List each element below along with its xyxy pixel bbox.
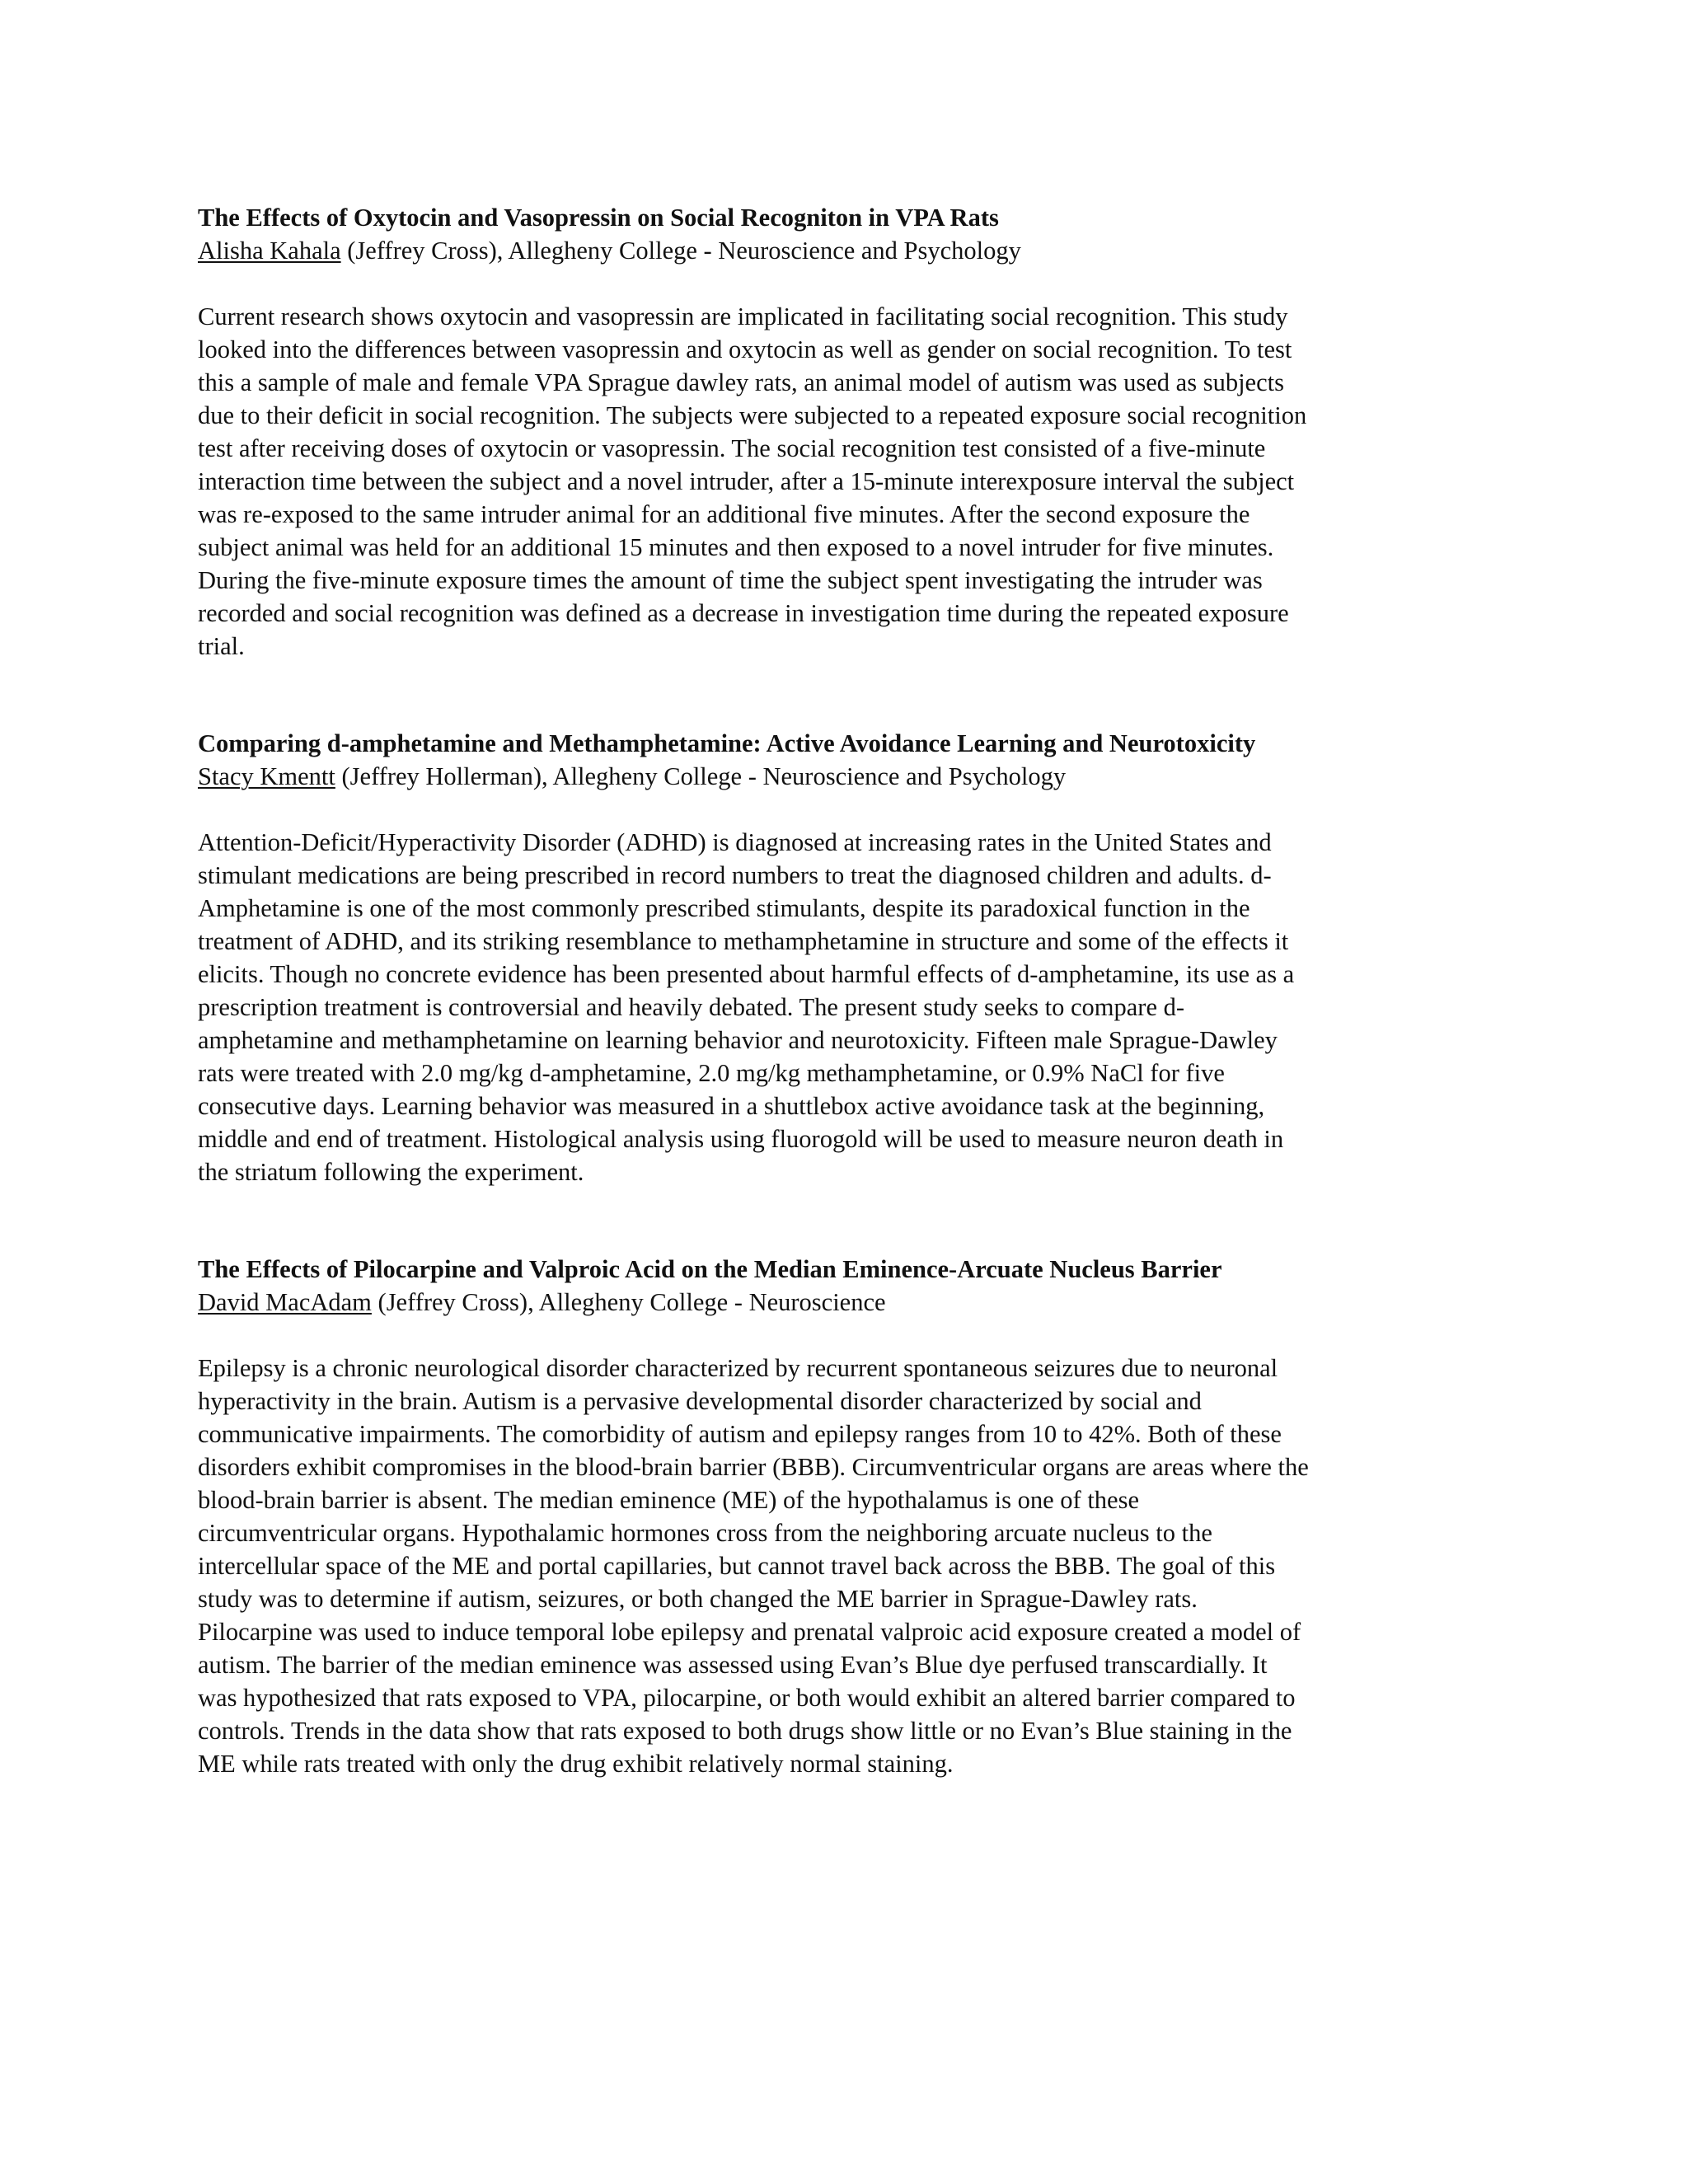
author-name: David MacAdam	[198, 1288, 372, 1316]
body-line: recorded and social recognition was defined as a decrease in investigation time during the repeated exposure	[198, 599, 1289, 627]
abstract-body	[198, 826, 1500, 1188]
body-line: subject animal was held for an additional 15 minutes and then exposed to a novel intruder for five minutes.	[198, 533, 1274, 561]
body-line: During the five-minute exposure times the amount of time the subject spent investigating the intruder was	[198, 566, 1263, 594]
abstract-3	[198, 1253, 1500, 1780]
document-page	[198, 201, 1500, 1780]
body-line: the striatum following the experiment.	[198, 1158, 584, 1186]
body-line: rats were treated with 2.0 mg/kg d-amphetamine, 2.0 mg/kg methamphetamine, or 0.9% NaCl for five	[198, 1059, 1225, 1087]
abstract-title: The Effects of Pilocarpine and Valproic Acid on the Median Eminence-Arcuate Nucleus Barrier	[198, 1255, 1222, 1283]
abstract-byline	[198, 234, 1500, 267]
body-line: stimulant medications are being prescribed in record numbers to treat the diagnosed children and adults. d-	[198, 861, 1272, 889]
body-line: trial.	[198, 632, 245, 660]
abstract-byline	[198, 760, 1500, 793]
body-line: prescription treatment is controversial and heavily debated. The present study seeks to compare d-	[198, 993, 1185, 1021]
abstract-1	[198, 201, 1500, 663]
body-line: blood-brain barrier is absent. The median eminence (ME) of the hypothalamus is one of these	[198, 1486, 1139, 1514]
abstract-body	[198, 300, 1500, 663]
body-line: controls. Trends in the data show that rats exposed to both drugs show little or no Evan’s Blue staining in the	[198, 1717, 1292, 1745]
body-line: middle and end of treatment. Histological analysis using fluorogold will be used to measure neuron death in	[198, 1125, 1284, 1153]
body-line: Pilocarpine was used to induce temporal lobe epilepsy and prenatal valproic acid exposure created a model of	[198, 1618, 1301, 1646]
body-line: study was to determine if autism, seizures, or both changed the ME barrier in Sprague-Dawley rats.	[198, 1585, 1198, 1613]
body-line: autism. The barrier of the median eminence was assessed using Evan’s Blue dye perfused transcardially. It	[198, 1651, 1268, 1679]
author-name: Stacy Kmentt	[198, 762, 335, 790]
body-line: hyperactivity in the brain. Autism is a pervasive developmental disorder characterized by social and	[198, 1387, 1202, 1415]
body-line: due to their deficit in social recognition. The subjects were subjected to a repeated exposure social recognition	[198, 401, 1307, 429]
body-line: test after receiving doses of oxytocin or vasopressin. The social recognition test consisted of a five-minute	[198, 434, 1266, 462]
author-name: Alisha Kahala	[198, 237, 341, 265]
abstract-byline	[198, 1286, 1500, 1319]
body-line: Attention-Deficit/Hyperactivity Disorder (ADHD) is diagnosed at increasing rates in the United States and	[198, 828, 1272, 856]
body-line: was hypothesized that rats exposed to VPA, pilocarpine, or both would exhibit an altered barrier compared to	[198, 1684, 1296, 1712]
body-line: was re-exposed to the same intruder animal for an additional five minutes. After the second exposure the	[198, 500, 1250, 528]
body-line: looked into the differences between vasopressin and oxytocin as well as gender on social recognition. To test	[198, 335, 1292, 363]
body-line: Epilepsy is a chronic neurological disorder characterized by recurrent spontaneous seizures due to neuronal	[198, 1354, 1278, 1382]
mentor-affiliation: (Jeffrey Cross), Allegheny College - Neuroscience and Psychology	[340, 237, 1021, 265]
mentor-affiliation: (Jeffrey Cross), Allegheny College - Neuroscience	[371, 1288, 886, 1316]
body-line: Current research shows oxytocin and vasopressin are implicated in facilitating social recognition. This study	[198, 302, 1288, 330]
body-line: Amphetamine is one of the most commonly prescribed stimulants, despite its paradoxical function in the	[198, 894, 1250, 922]
body-line: circumventricular organs. Hypothalamic hormones cross from the neighboring arcuate nucleus to the	[198, 1519, 1212, 1547]
body-line: amphetamine and methamphetamine on learning behavior and neurotoxicity. Fifteen male Sprague-Dawley	[198, 1026, 1278, 1054]
body-line: interaction time between the subject and a novel intruder, after a 15-minute interexposure interval the subject	[198, 467, 1295, 495]
abstract-2	[198, 727, 1500, 1188]
abstract-body	[198, 1352, 1500, 1780]
body-line: intercellular space of the ME and portal capillaries, but cannot travel back across the BBB. The goal of this	[198, 1552, 1276, 1580]
mentor-affiliation: (Jeffrey Hollerman), Allegheny College - Neuroscience and Psychology	[335, 762, 1067, 790]
body-line: ME while rats treated with only the drug exhibit relatively normal staining.	[198, 1750, 954, 1778]
abstract-title: Comparing d-amphetamine and Methamphetamine: Active Avoidance Learning and Neurotoxicity	[198, 729, 1256, 757]
body-line: consecutive days. Learning behavior was measured in a shuttlebox active avoidance task at the beginning,	[198, 1092, 1265, 1120]
body-line: disorders exhibit compromises in the blood-brain barrier (BBB). Circumventricular organs are areas where the	[198, 1453, 1309, 1481]
body-line: communicative impairments. The comorbidity of autism and epilepsy ranges from 10 to 42%. Both of these	[198, 1420, 1282, 1448]
body-line: elicits. Though no concrete evidence has been presented about harmful effects of d-amphetamine, its use as a	[198, 960, 1295, 988]
abstract-title: The Effects of Oxytocin and Vasopressin on Social Recogniton in VPA Rats	[198, 204, 999, 232]
body-line: this a sample of male and female VPA Sprague dawley rats, an animal model of autism was used as subjects	[198, 368, 1284, 396]
body-line: treatment of ADHD, and its striking resemblance to methamphetamine in structure and some of the effects it	[198, 927, 1289, 955]
